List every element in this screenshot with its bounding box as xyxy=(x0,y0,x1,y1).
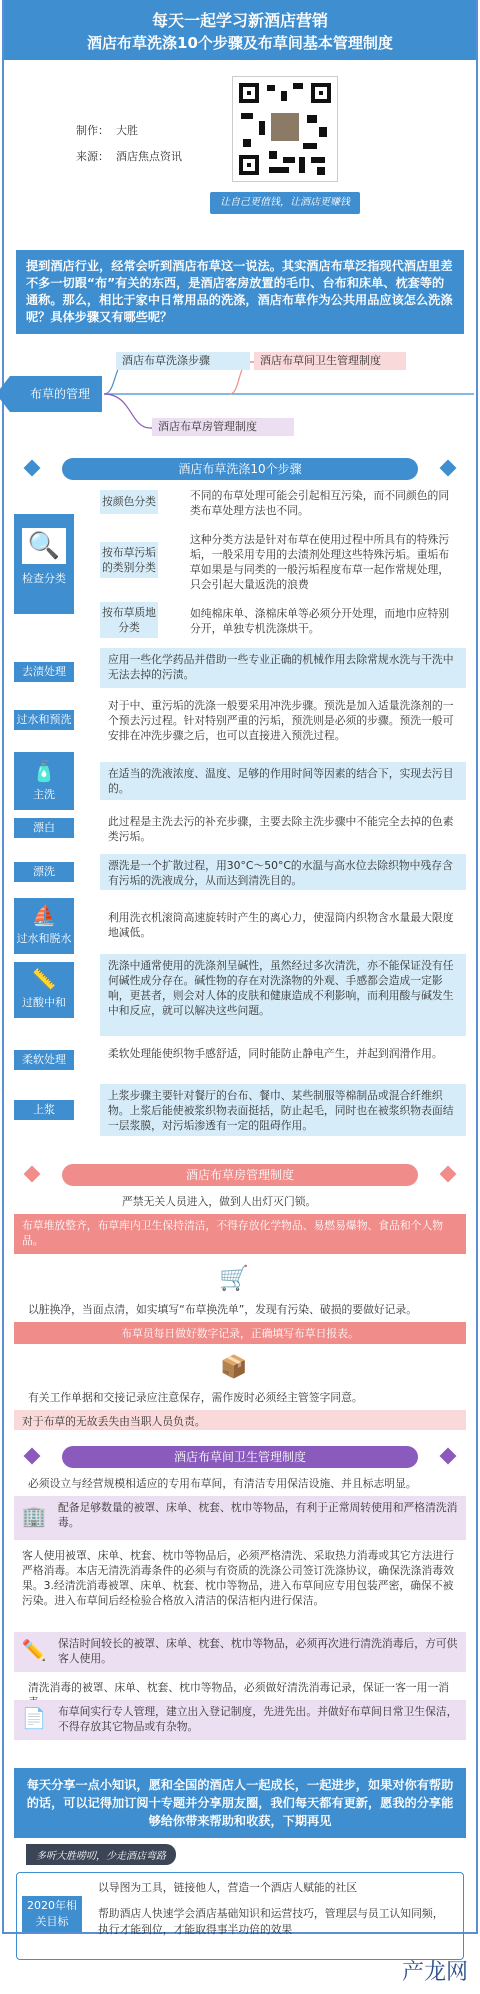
room-rule-4: 布草员每日做好数字记录，正确填写布草日报表。 xyxy=(14,1322,466,1344)
step-starch: 上浆 xyxy=(14,1100,74,1120)
document-icon: 📄 xyxy=(21,1706,47,1730)
building-icon: 🏢 xyxy=(21,1504,47,1528)
room-rule-6: 对于布草的无故丢失由当职人员负责。 xyxy=(14,1410,466,1430)
step-destain-text: 应用一些化学药品并借助一些专业正确的机械作用去除常规水洗与干洗中无法去掉的污渍。 xyxy=(100,648,466,688)
step-neutral xyxy=(14,962,74,1018)
magnifier-icon: 🔍 xyxy=(22,528,66,564)
step-mainwash xyxy=(14,752,74,810)
step-inspect xyxy=(14,514,74,614)
section-title-room: 酒店布草房管理制度 xyxy=(62,1164,418,1186)
step-mainwash-text: 在适当的洗液浓度、温度、足够的作用时间等因素的结合下，实现去污目的。 xyxy=(100,762,466,800)
room-rule-2: 布草堆放整齐，布草库内卫生保持清洁，不得存放化学物品、易燃易爆物、食品和个人物品。 xyxy=(14,1214,466,1254)
step-mainwash-label: 主洗 xyxy=(33,788,55,801)
intro-paragraph: 提到酒店行业，经常会听到酒店布草这一说法。其实酒店布草泛指现代酒店里差不多一切跟“布”有关的东西，是酒店客房放置的毛巾、台布和床单、枕套等的通称。那么，相比于家中日常用品的洗涤，酒店布草作为公共用品应该怎么洗涤呢？具体步骤又有哪些呢？ xyxy=(16,250,464,334)
pencil-icon: ✏️ xyxy=(21,1638,47,1662)
page-header xyxy=(4,0,476,60)
step-rinse: 漂洗 xyxy=(14,862,74,882)
room-rule-1: 严禁无关人员进入，做到人出灯灭门锁。 xyxy=(122,1195,317,1208)
hygiene-rule-6-text: 布草间实行专人管理，建立出入登记制度，先进先出。并做好布草间日常卫生保洁，不得存放其它物品或有杂物。 xyxy=(58,1705,458,1733)
hygiene-rule-4 xyxy=(14,1632,466,1672)
slogan-tag: 多听大胜唠叨，少走酒店弯路 xyxy=(26,1844,176,1865)
step-bleach: 漂白 xyxy=(14,818,74,838)
step-spin-text: 利用洗衣机滚筒高速旋转时产生的离心力，使湿筒内织物含水量最大限度地减低。 xyxy=(108,911,454,939)
cat-color-label: 按颜色分类 xyxy=(100,490,158,514)
source-label: 来源： xyxy=(76,150,109,163)
author-label: 制作： xyxy=(76,124,109,137)
author-name: 大胜 xyxy=(116,124,138,137)
hygiene-rule-4-text: 保洁时间较长的被罩、床单、枕套、枕巾等物品，必须再次进行清洗消毒后，方可供客人使用。 xyxy=(58,1637,458,1665)
management-title: 布草的管理 xyxy=(30,387,91,401)
step-starch-text: 上浆步骤主要针对餐厅的台布、餐巾、某些制服等棉制品或混合纤维织物。上浆后能使被浆织物表面挺括，防止起毛，同时也在被浆织物表面结一层浆膜，对污垢渗透有一定的阻碍作用。 xyxy=(100,1084,466,1136)
section-washing-steps xyxy=(4,458,476,480)
hygiene-rule-2 xyxy=(14,1496,466,1540)
header-line1: 每天一起学习新酒店营销 xyxy=(151,11,328,30)
hygiene-rule-6 xyxy=(14,1700,466,1740)
step-neutral-label: 过酸中和 xyxy=(22,996,66,1009)
hygiene-rule-5: 清洗消毒的被罩、床单、枕套、枕巾等物品，必须做好清洗消毒记录，保证一客一用一消 xyxy=(28,1681,450,1694)
washing-steps-list xyxy=(14,484,466,1218)
step-spin xyxy=(14,898,74,954)
cat-dirt-text: 这种分类方法是针对布草在使用过程中所具有的特殊污垢，一般采用专用的去渍剂处理这些特殊污垢。重垢布草如果是与同类的一般污垢程度布草一起作常规处理，只会引起大量返洗的浪费 xyxy=(190,533,450,591)
cart-icon: 🛒 xyxy=(219,1264,249,1292)
cat-material-label: 按布草质地分类 xyxy=(100,602,158,638)
page-title: 酒店布草洗涤10个步骤及布草间基本管理制度 xyxy=(87,34,393,52)
goal-1: 以导图为工具，链接他人，营造一个酒店人赋能的社区 xyxy=(98,1881,358,1894)
step-neutral-text: 洗涤中通常使用的洗涤剂呈碱性，虽然经过多次清洗，亦不能保证没有任何碱性成分存在。碱性物的存在对洗涤物的外观、手感都会造成一定影响，更甚者，则会对人体的皮肤和健康造成不利影响，而利用酸与碱发生中和反应，就可以解决这些问题。 xyxy=(100,954,466,1036)
qr-code-icon xyxy=(232,76,338,182)
page xyxy=(2,0,478,1985)
room-rule-5: 有关工作单据和交接记录应注意保存，需作废时必须经主管签字同意。 xyxy=(28,1391,363,1404)
step-soft-text: 柔软处理能使织物手感舒适，同时能防止静电产生，并起到润滑作用。 xyxy=(108,1047,443,1060)
goals-section xyxy=(4,1844,476,1994)
step-rinse-text: 漂洗是一个扩散过程，用30°C～50°C的水温与高水位去除织物中残存含有污垢的洗液成分，从而达到清洗目的。 xyxy=(100,854,466,890)
step-prewash: 过水和预洗 xyxy=(14,710,74,730)
room-rule-3: 以脏换净，当面点清，如实填写“布草换洗单”，发现有污染、破损的要做好记录。 xyxy=(28,1303,418,1316)
package-icon: 📦 xyxy=(220,1355,248,1380)
author-card xyxy=(36,68,444,240)
step-bleach-text: 此过程是主洗去污的补充步骤，主要去除主洗步骤中不能完全去掉的色素类污垢。 xyxy=(108,815,454,843)
source-name: 酒店焦点资讯 xyxy=(116,150,182,163)
room-rules-list xyxy=(14,1190,466,1490)
step-destain: 去渍处理 xyxy=(14,662,74,682)
section-room-rules xyxy=(4,1164,476,1186)
hygiene-rule-1: 必须设立与经营规模相适应的专用布草间，有清洁专用保洁设施、并且标志明显。 xyxy=(28,1477,417,1490)
branch-room-rules[interactable]: 酒店布草房管理制度 xyxy=(152,418,294,436)
section-title-washing: 酒店布草洗涤10个步骤 xyxy=(62,458,418,480)
branch-hygiene-rules[interactable]: 酒店布草间卫生管理制度 xyxy=(254,352,406,370)
boat-icon: ⛵ xyxy=(31,903,57,927)
step-prewash-text: 对于中、重污垢的洗涤一般要采用冲洗步骤。预洗是加入适量洗涤剂的一个预去污过程。针对特别严重的污垢，预洗则是必须的步骤。预洗一般可安排在冲洗步骤之后，也可以直接进入预洗过程。 xyxy=(108,699,454,742)
step-spin-label: 过水和脱水 xyxy=(16,932,72,945)
cat-color-text: 不同的布草处理可能会引起相互污染，而不同颜色的同类布草处理方法也不同。 xyxy=(190,489,450,517)
goal-2: 帮助酒店人快速学会酒店基础知识和运营技巧，管理层与员工认知同频，执行才能到位，才能取得事半功倍的效果 xyxy=(98,1907,444,1936)
hygiene-rule-3: 客人使用被罩、床单、枕套、枕巾等物品后，必须严格清洗、采取热力消毒或其它方法进行严格消毒。本店无清洗消毒条件的必须与有资质的洗涤公司签订洗涤协议，确保洗涤消毒效果。3.经清洗消毒被罩、床单、枕套、枕巾等物品，进入布草间应专用包装严密，确保不被污染。进入布草间后经检验合格放入清洁的保洁柜内进行保洁。 xyxy=(22,1549,454,1607)
share-footer: 每天分享一点小知识，愿和全国的酒店人一起成长，一起进步，如果对你有帮助的话，可以记得加订阅十专题并分享朋友圈，我们每天都有更新，愿我的分享能够给你带来帮助和收获，下期再见 xyxy=(14,1768,466,1838)
step-soft: 柔软处理 xyxy=(14,1050,74,1070)
cat-material-text: 如纯棉床单、涤棉床单等必须分开处理，而地巾应特别分开，单独专机洗涤烘干。 xyxy=(190,607,450,635)
management-overview xyxy=(4,340,476,450)
watermark-logo: 产龙网 xyxy=(401,1960,468,1985)
step-inspect-label: 检查分类 xyxy=(22,572,66,585)
section-title-hygiene: 酒店布草间卫生管理制度 xyxy=(62,1446,418,1468)
slogan-badge: 让自己更值钱，让酒店更赚钱 xyxy=(210,192,360,214)
branch-washing-steps[interactable]: 酒店布草洗涤步骤 xyxy=(116,352,250,370)
hygiene-rules-list xyxy=(14,1472,466,1772)
ruler-icon: 📏 xyxy=(31,967,57,991)
detergent-icon: 🧴 xyxy=(31,759,57,783)
hygiene-rule-2-text: 配备足够数量的被罩、床单、枕套、枕巾等物品，有利于正常周转使用和严格清洗消毒。 xyxy=(58,1501,458,1529)
goals-label: 2020年相关目标 xyxy=(22,1896,82,1932)
section-hygiene-rules xyxy=(4,1446,476,1468)
cat-dirt-label: 按布草污垢的类别分类 xyxy=(100,542,158,578)
author-meta xyxy=(76,118,182,170)
